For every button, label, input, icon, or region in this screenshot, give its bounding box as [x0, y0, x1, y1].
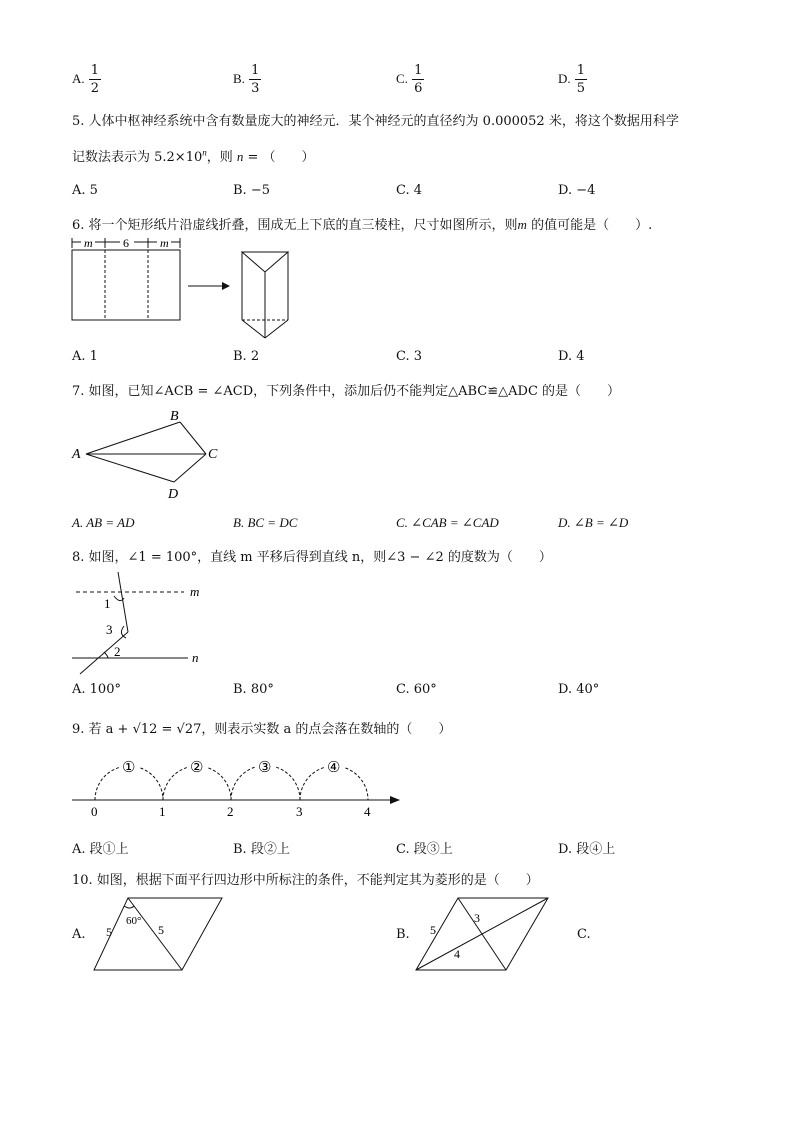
q10-option-c[interactable]: C. — [577, 927, 591, 942]
q8-line-n: n — [192, 650, 199, 665]
q6-option-b[interactable]: B. 2 — [233, 349, 260, 364]
q6-stem: 6. 将一个矩形纸片沿虚线折叠，围成无上下底的直三棱柱，尺寸如图所示，则m 的值可能是（ ）. — [72, 217, 653, 233]
q10-option-a[interactable]: A. — [72, 927, 86, 942]
q8-angle-2: 2 — [114, 644, 121, 659]
fraction: $\frac{1}{5}$ — [576, 63, 586, 96]
q9-option-c[interactable]: C. 段③上 — [396, 842, 453, 857]
q7-option-a[interactable]: A. AB = AD — [72, 515, 135, 530]
arrow-right-icon — [222, 282, 230, 290]
q9-stem: 9. 若 a + √12 = √27，则表示实数 a 的点会落在数轴的（ ） — [72, 722, 452, 737]
q7-figure — [66, 404, 236, 504]
q9-number-line — [66, 752, 406, 822]
q6-figure — [66, 236, 306, 346]
q10b-segment-lower: 4 — [454, 947, 460, 961]
q4-option-d[interactable]: D. $\frac{1}{5}$ — [558, 63, 586, 96]
q7-option-c[interactable]: C. ∠CAB = ∠CAD — [396, 515, 499, 530]
q8-option-d[interactable]: D. 40° — [558, 682, 600, 697]
q9-segment-2: ② — [190, 760, 204, 776]
q6-option-d[interactable]: D. 4 — [558, 349, 585, 364]
q9-option-a[interactable]: A. 段①上 — [72, 842, 129, 857]
q4-option-c[interactable]: C. $\frac{1}{6}$ — [396, 63, 423, 96]
q7-point-a: A — [72, 447, 81, 462]
q7-stem: 7. 如图，已知∠ACB = ∠ACD，下列条件中，添加后仍不能判定△ABC≌△ADC 的是（ ） — [72, 384, 621, 399]
q5-option-d[interactable]: D. −4 — [558, 183, 596, 198]
q5-option-b[interactable]: B. −5 — [233, 183, 270, 198]
q5-stem-line1: 5. 人体中枢神经系统中含有数量庞大的神经元．某个神经元的直径约为 0.000052 米，将这个数据用科学 — [72, 114, 679, 129]
q6-option-a[interactable]: A. 1 — [72, 349, 98, 364]
q10b-segment-upper: 3 — [474, 911, 480, 925]
arrow-right-icon — [390, 796, 400, 804]
q9-segment-3: ③ — [258, 760, 272, 776]
q8-figure — [66, 568, 226, 678]
q5-stem-line2: 记数法表示为 $5.2\times 10^n$，则 n = （ ） — [72, 147, 315, 165]
q10-stem: 10. 如图，根据下面平行四边形中所标注的条件，不能判定其为菱形的是（ ） — [72, 873, 539, 888]
q8-option-a[interactable]: A. 100° — [72, 682, 121, 697]
q7-option-b[interactable]: B. BC = DC — [233, 515, 298, 530]
q9-tick-3: 3 — [296, 804, 303, 819]
q9-tick-0: 0 — [91, 804, 98, 819]
q8-angle-1: 1 — [104, 596, 111, 611]
q10b-side-left: 5 — [430, 923, 436, 937]
q10-figure-b — [414, 894, 554, 976]
q4-option-b[interactable]: B. $\frac{1}{3}$ — [233, 63, 260, 96]
q7-point-d: D — [168, 487, 179, 502]
q4-option-a[interactable]: A. $\frac{1}{2}$ — [72, 63, 100, 96]
q6-m-label-left: m — [84, 236, 93, 250]
q10a-angle: 60° — [126, 915, 142, 927]
q7-point-c: C — [208, 447, 218, 462]
q10a-side-left: 5 — [106, 925, 112, 939]
q9-tick-4: 4 — [364, 804, 371, 819]
q9-tick-1: 1 — [159, 804, 166, 819]
fraction: $\frac{1}{2}$ — [90, 63, 100, 96]
q10-figure-a — [90, 894, 230, 976]
q8-option-b[interactable]: B. 80° — [233, 682, 274, 697]
q7-option-d[interactable]: D. ∠B = ∠D — [558, 515, 629, 530]
q5-option-a[interactable]: A. 5 — [72, 183, 98, 198]
q9-segment-1: ① — [122, 760, 136, 776]
q9-tick-2: 2 — [227, 804, 234, 819]
q8-stem: 8. 如图，∠1 = 100°，直线 m 平移后得到直线 n，则∠3 − ∠2 的度数为（ ） — [72, 550, 552, 565]
q10-option-b[interactable]: B. — [396, 927, 410, 942]
q9-option-d[interactable]: D. 段④上 — [558, 842, 616, 857]
fraction: $\frac{1}{3}$ — [251, 63, 260, 96]
q8-line-m: m — [190, 584, 200, 599]
q5-option-c[interactable]: C. 4 — [396, 183, 423, 198]
q8-angle-3: 3 — [106, 622, 113, 637]
q6-option-c[interactable]: C. 3 — [396, 349, 423, 364]
q10a-side-diag: 5 — [158, 923, 164, 937]
q9-segment-4: ④ — [327, 760, 341, 776]
q9-option-b[interactable]: B. 段②上 — [233, 842, 290, 857]
q6-six-label: 6 — [123, 236, 129, 250]
fraction: $\frac{1}{6}$ — [414, 63, 423, 96]
q8-option-c[interactable]: C. 60° — [396, 682, 437, 697]
q7-point-b: B — [170, 409, 179, 424]
q6-m-label-right: m — [160, 236, 169, 250]
